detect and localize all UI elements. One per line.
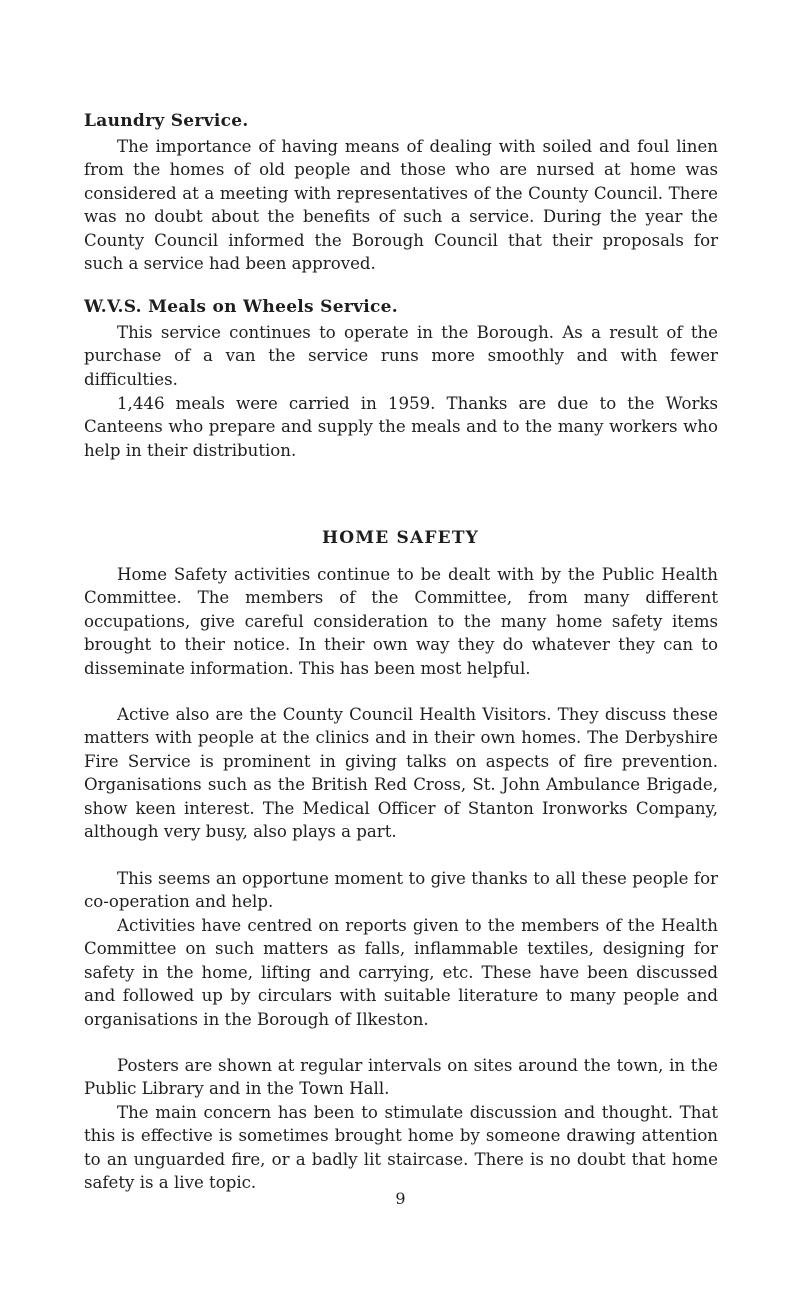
meals-paragraph-2: 1,446 meals were carried in 1959. Thanks are due to the Works Canteens who prepare and supply the meals and to the many workers who help in their distribution. [84,394,718,460]
laundry-service-paragraph: The importance of having means of dealing with soiled and foul linen from the homes of old people and those who are nursed at home was considered at a meeting with representatives of the County Council. There was no doubt about the benefits of such a service. During the year the County Council informed the Borough Council that their proposals for such a service had been approved. [84,137,718,274]
home-safety-paragraph-1: Home Safety activities continue to be dealt with by the Public Health Committee. The members of the Committee, from many different occupations, give careful consideration to the many home safety items brought to their notice. In their own way they do whatever they can to disseminate information. This has been most helpful. [84,565,718,678]
home-safety-paragraph-6: The main concern has been to stimulate discussion and thought. That this is effective is sometimes brought home by someone drawing attention to an unguarded fire, or a badly lit staircase. There is no doubt that home safety is a live topic. [84,1103,718,1193]
page-number: 9 [395,1189,406,1208]
home-safety-paragraph-5: Posters are shown at regular intervals on sites around the town, in the Public Library and in the Town Hall. [84,1056,718,1099]
home-safety-paragraph-3: This seems an opportune moment to give thanks to all these people for co-operation and help. [84,869,718,912]
meals-paragraph-1: This service continues to operate in the Borough. As a result of the purchase of a van the service runs more smoothly and with fewer difficulties. [84,323,718,389]
home-safety-paragraph-4: Activities have centred on reports given to the members of the Health Committee on such matters as falls, inflammable textiles, designing for safety in the home, lifting and carrying, etc. These have been discussed and followed up by circulars with suitable literature to many people and organisations in the Borough of Ilkeston. [84,916,718,1029]
home-safety-paragraph-2: Active also are the County Council Health Visitors. They discuss these matters with people at the clinics and in their own homes. The Derbyshire Fire Service is prominent in giving talks on aspects of fire prevention. Organisations such as the British Red Cross, St. John Ambulance Brigade, show keen interest. The Medical Officer of Stanton Ironworks Company, although very busy, also plays a part. [84,705,718,842]
home-safety-heading: HOME SAFETY [321,528,480,548]
meals-on-wheels-heading: W.V.S. Meals on Wheels Service. [84,297,399,317]
laundry-service-heading: Laundry Service. [84,111,249,131]
